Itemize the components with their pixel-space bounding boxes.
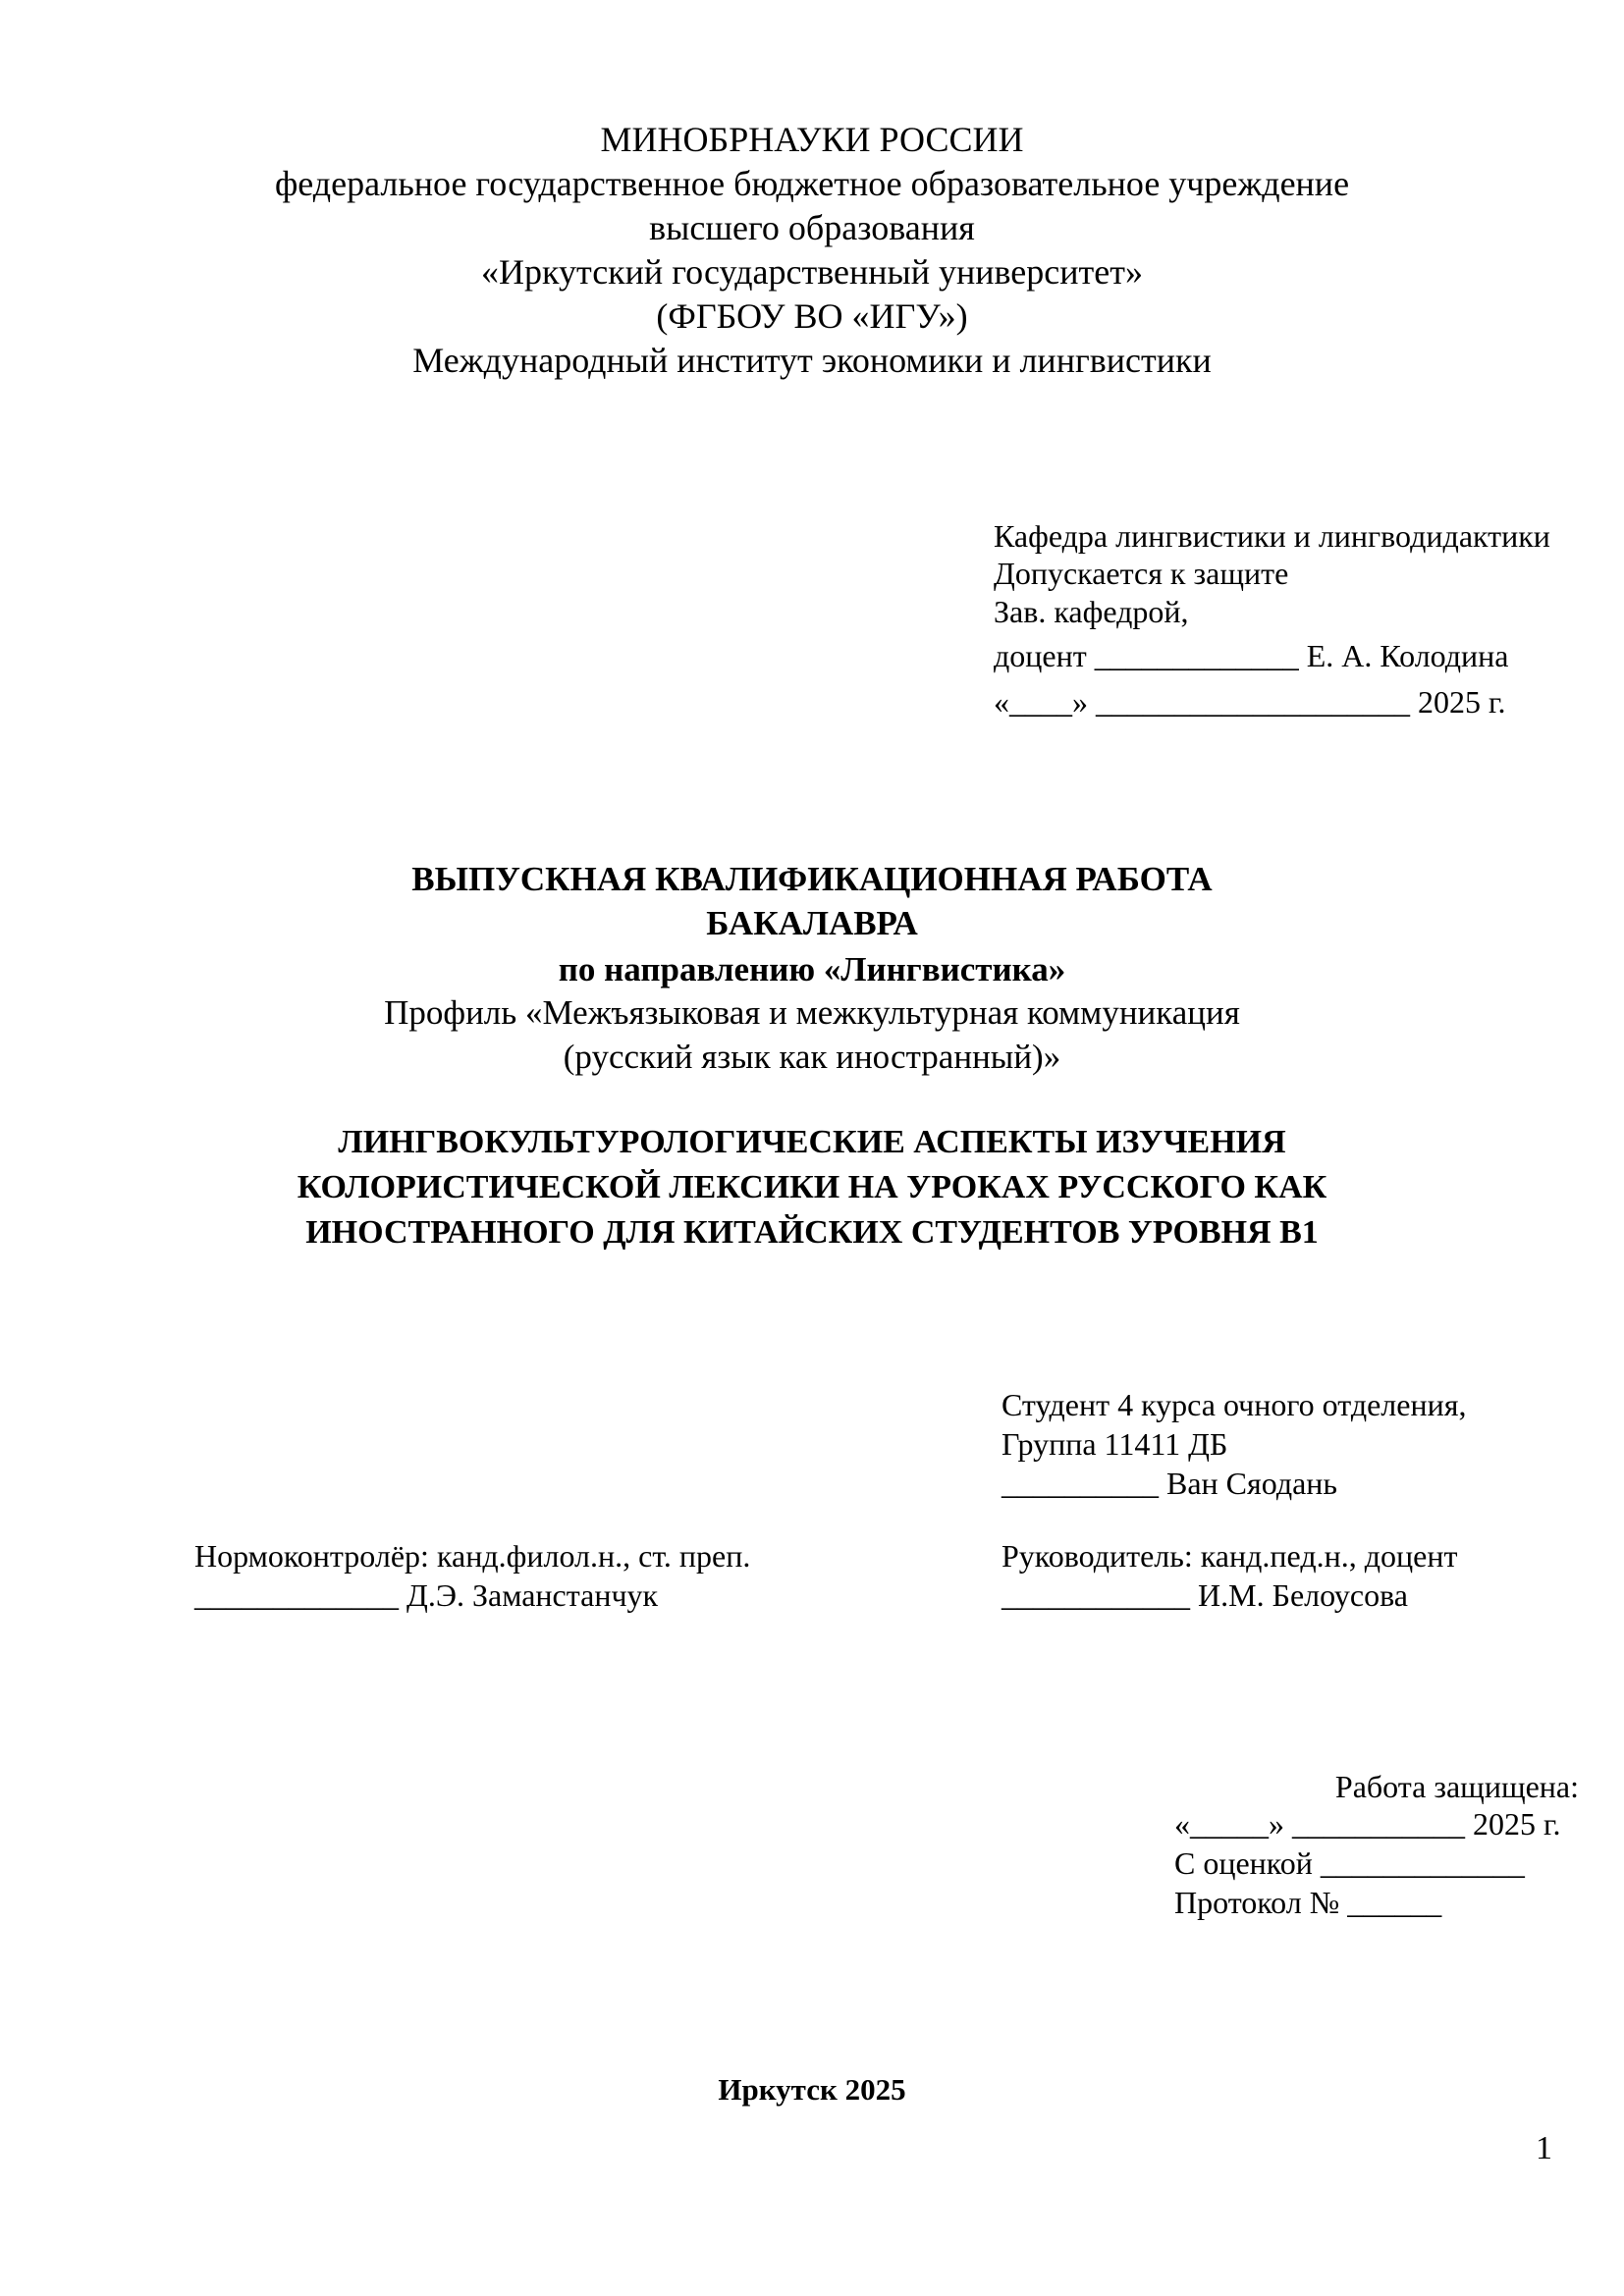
approval-date: «____» ____________________ 2025 г. [994, 684, 1506, 720]
institution-type: федеральное государственное бюджетное образовательное учреждение [274, 164, 1350, 203]
defense-protocol: Протокол № ______ [1174, 1885, 1442, 1920]
department-name: Кафедра лингвистики и лингводидактики [994, 518, 1550, 554]
city-year: Иркутск 2025 [718, 2072, 906, 2107]
university-abbreviation: (ФГБОУ ВО «ИГУ») [656, 296, 968, 336]
ministry-name: МИНОБРНАУКИ РОССИИ [600, 120, 1024, 159]
education-level: высшего образования [649, 208, 975, 247]
admitted-to-defense: Допускается к защите [994, 556, 1289, 591]
topic-line1: ЛИНГВОКУЛЬТУРОЛОГИЧЕСКИЕ АСПЕКТЫ ИЗУЧЕНИЯ [338, 1124, 1286, 1160]
defense-date: «_____» ___________ 2025 г. [1174, 1806, 1561, 1842]
normcontrol-signature: _____________ Д.Э. Заманстанчук [194, 1577, 659, 1613]
department-head-label: Зав. кафедрой, [994, 594, 1189, 629]
profile-line1: Профиль «Межъязыковая и межкультурная коммуникация [384, 993, 1240, 1032]
work-type-line2: БАКАЛАВРА [706, 904, 918, 942]
profile-line2: (русский язык как иностранный)» [563, 1038, 1061, 1076]
department-head-signature: доцент _____________ Е. А. Колодина [994, 638, 1509, 673]
topic-line3: ИНОСТРАННОГО ДЛЯ КИТАЙСКИХ СТУДЕНТОВ УРОВНЯ В1 [305, 1214, 1319, 1251]
supervisor-title: Руководитель: канд.пед.н., доцент [1001, 1538, 1458, 1574]
work-type-line1: ВЫПУСКНАЯ КВАЛИФИКАЦИОННАЯ РАБОТА [411, 860, 1213, 898]
university-name: «Иркутский государственный университет» [481, 252, 1143, 292]
normcontrol-title: Нормоконтролёр: канд.филол.н., ст. преп. [194, 1538, 751, 1574]
student-course: Студент 4 курса очного отделения, [1001, 1387, 1467, 1422]
student-signature: __________ Ван Сяодань [1001, 1466, 1338, 1501]
direction: по направлению «Лингвистика» [558, 950, 1066, 988]
defended-label: Работа защищена: [1334, 1769, 1579, 1804]
defense-grade: С оценкой _____________ [1174, 1845, 1525, 1881]
student-group: Группа 11411 ДБ [1001, 1426, 1228, 1462]
topic-line2: КОЛОРИСТИЧЕСКОЙ ЛЕКСИКИ НА УРОКАХ РУССКОГО КАК [297, 1169, 1327, 1205]
institute-name: Международный институт экономики и лингвистики [412, 341, 1212, 380]
page-number: 1 [1536, 2130, 1552, 2166]
supervisor-signature: ____________ И.М. Белоусова [1001, 1577, 1408, 1613]
